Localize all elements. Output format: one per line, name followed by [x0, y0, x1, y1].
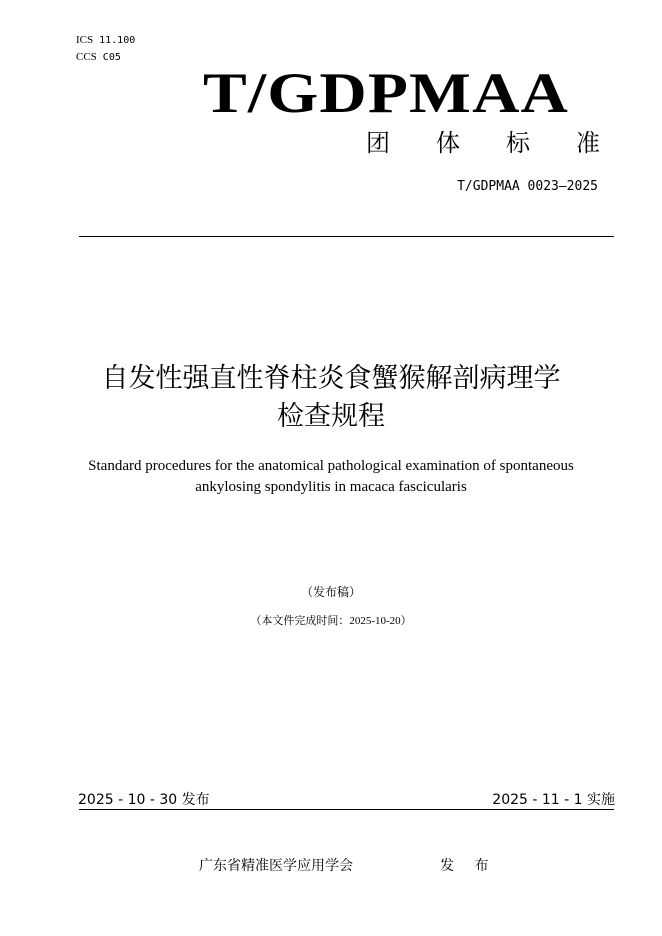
- publish-date: 2025 - 10 - 30 发布: [78, 792, 210, 808]
- document-title: [0, 360, 662, 436]
- standard-number: T/GDPMAA 0023—2025: [457, 179, 598, 194]
- draft-status: （发布稿）: [300, 585, 361, 599]
- kind-char: 标: [506, 129, 530, 157]
- ccs-line: [76, 49, 135, 66]
- footer-divider: [79, 809, 614, 810]
- ics-label: ICS: [76, 34, 94, 46]
- publishing-organization: 广东省精准医学应用学会: [199, 858, 353, 874]
- title-line: 自发性强直性脊柱炎食蟹猴解剖病理学: [101, 363, 561, 394]
- standard-kind: [366, 128, 600, 158]
- completion-date: （本文件完成时间：2025-10-20）: [250, 615, 412, 627]
- ics-line: [76, 32, 135, 49]
- ics-code: 11.100: [99, 35, 136, 46]
- header-divider: [79, 236, 614, 237]
- kind-char: 准: [576, 129, 600, 157]
- kind-char: 体: [436, 129, 460, 157]
- classification-codes: [76, 32, 135, 66]
- publish-action: 发 布: [440, 858, 497, 874]
- standard-logo: T/GDPMAA: [203, 62, 570, 125]
- english-title-line: Standard procedures for the anatomical pathological examination of spontaneous: [88, 458, 574, 474]
- english-title: [0, 456, 662, 498]
- english-title-line: ankylosing spondylitis in macaca fascicularis: [195, 479, 467, 495]
- title-line: 检查规程: [277, 401, 385, 432]
- kind-char: 团: [366, 129, 390, 157]
- ccs-label: CCS: [76, 51, 97, 63]
- effective-date: 2025 - 11 - 1 实施: [492, 792, 615, 808]
- ccs-code: C05: [102, 52, 121, 63]
